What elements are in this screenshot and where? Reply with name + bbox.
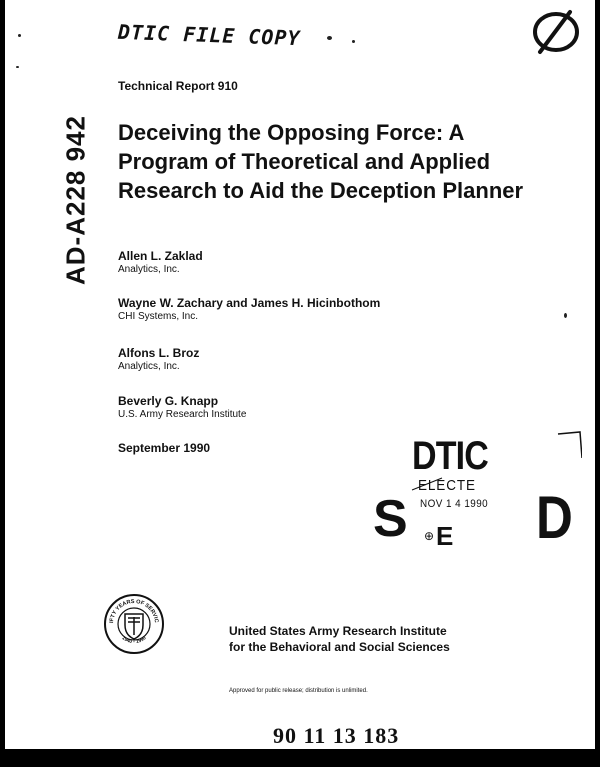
scan-speck: [564, 313, 567, 318]
report-number: Technical Report 910: [118, 79, 238, 93]
author-affiliation: Analytics, Inc.: [118, 264, 180, 275]
publication-date: September 1990: [118, 441, 211, 455]
scan-speck: [327, 36, 332, 40]
author-affiliation: Analytics, Inc.: [118, 361, 180, 372]
author-affiliation: U.S. Army Research Institute: [118, 409, 247, 420]
stamp-dtic: DTIC: [412, 434, 488, 478]
scan-speck: [18, 34, 21, 37]
scan-border-right: [595, 0, 600, 767]
distribution-statement: Approved for public release; distribution is unlimited.: [229, 688, 368, 694]
ad-accession-number: AD-A228 942: [60, 115, 91, 285]
report-title: [118, 118, 578, 205]
author-block: [118, 296, 380, 322]
institute-line: United States Army Research Institute: [229, 624, 447, 638]
stamp-letter-d: D: [536, 484, 573, 551]
svg-text:FIFTY YEARS OF SERVICE: IFTY YEARS OF SERVIC: [109, 598, 160, 624]
author-block: [118, 346, 199, 372]
scan-speck: [16, 66, 19, 68]
stamp-cross-icon: ⊕: [424, 529, 435, 543]
scan-border-bottom: [0, 749, 600, 767]
author-block: [118, 394, 246, 420]
scan-border-left: [0, 0, 5, 767]
institute-name: [229, 623, 450, 655]
author-block: [118, 249, 203, 275]
stamp-letter-s: S: [373, 490, 408, 548]
institute-line: for the Behavioral and Social Sciences: [229, 640, 450, 654]
title-line: Program of Theoretical and Applied: [118, 149, 491, 174]
stamp-date: NOV 1 4 1990: [420, 498, 489, 510]
stamp-electe: ELECTE: [418, 477, 476, 494]
svg-text:1940 - 1990: 1940 - 1990: [120, 635, 148, 646]
author-name: Wayne W. Zachary and James H. Hicinbothom: [118, 296, 381, 310]
circled-zero-mark-icon: [528, 8, 583, 58]
author-name: Allen L. Zaklad: [118, 249, 203, 263]
title-line: Deceiving the Opposing Force: A: [118, 120, 465, 145]
author-affiliation: CHI Systems, Inc.: [118, 311, 199, 322]
author-name: Beverly G. Knapp: [118, 394, 219, 408]
scan-speck: [352, 40, 355, 43]
title-line: Research to Aid the Deception Planner: [118, 178, 524, 203]
document-control-number: 90 11 13 183: [273, 723, 400, 748]
dtic-file-copy-label: DTIC FILE COPY: [117, 19, 301, 51]
stamp-letter-e: E: [436, 521, 454, 551]
author-name: Alfons L. Broz: [118, 346, 200, 360]
ari-seal-icon: [103, 593, 165, 655]
